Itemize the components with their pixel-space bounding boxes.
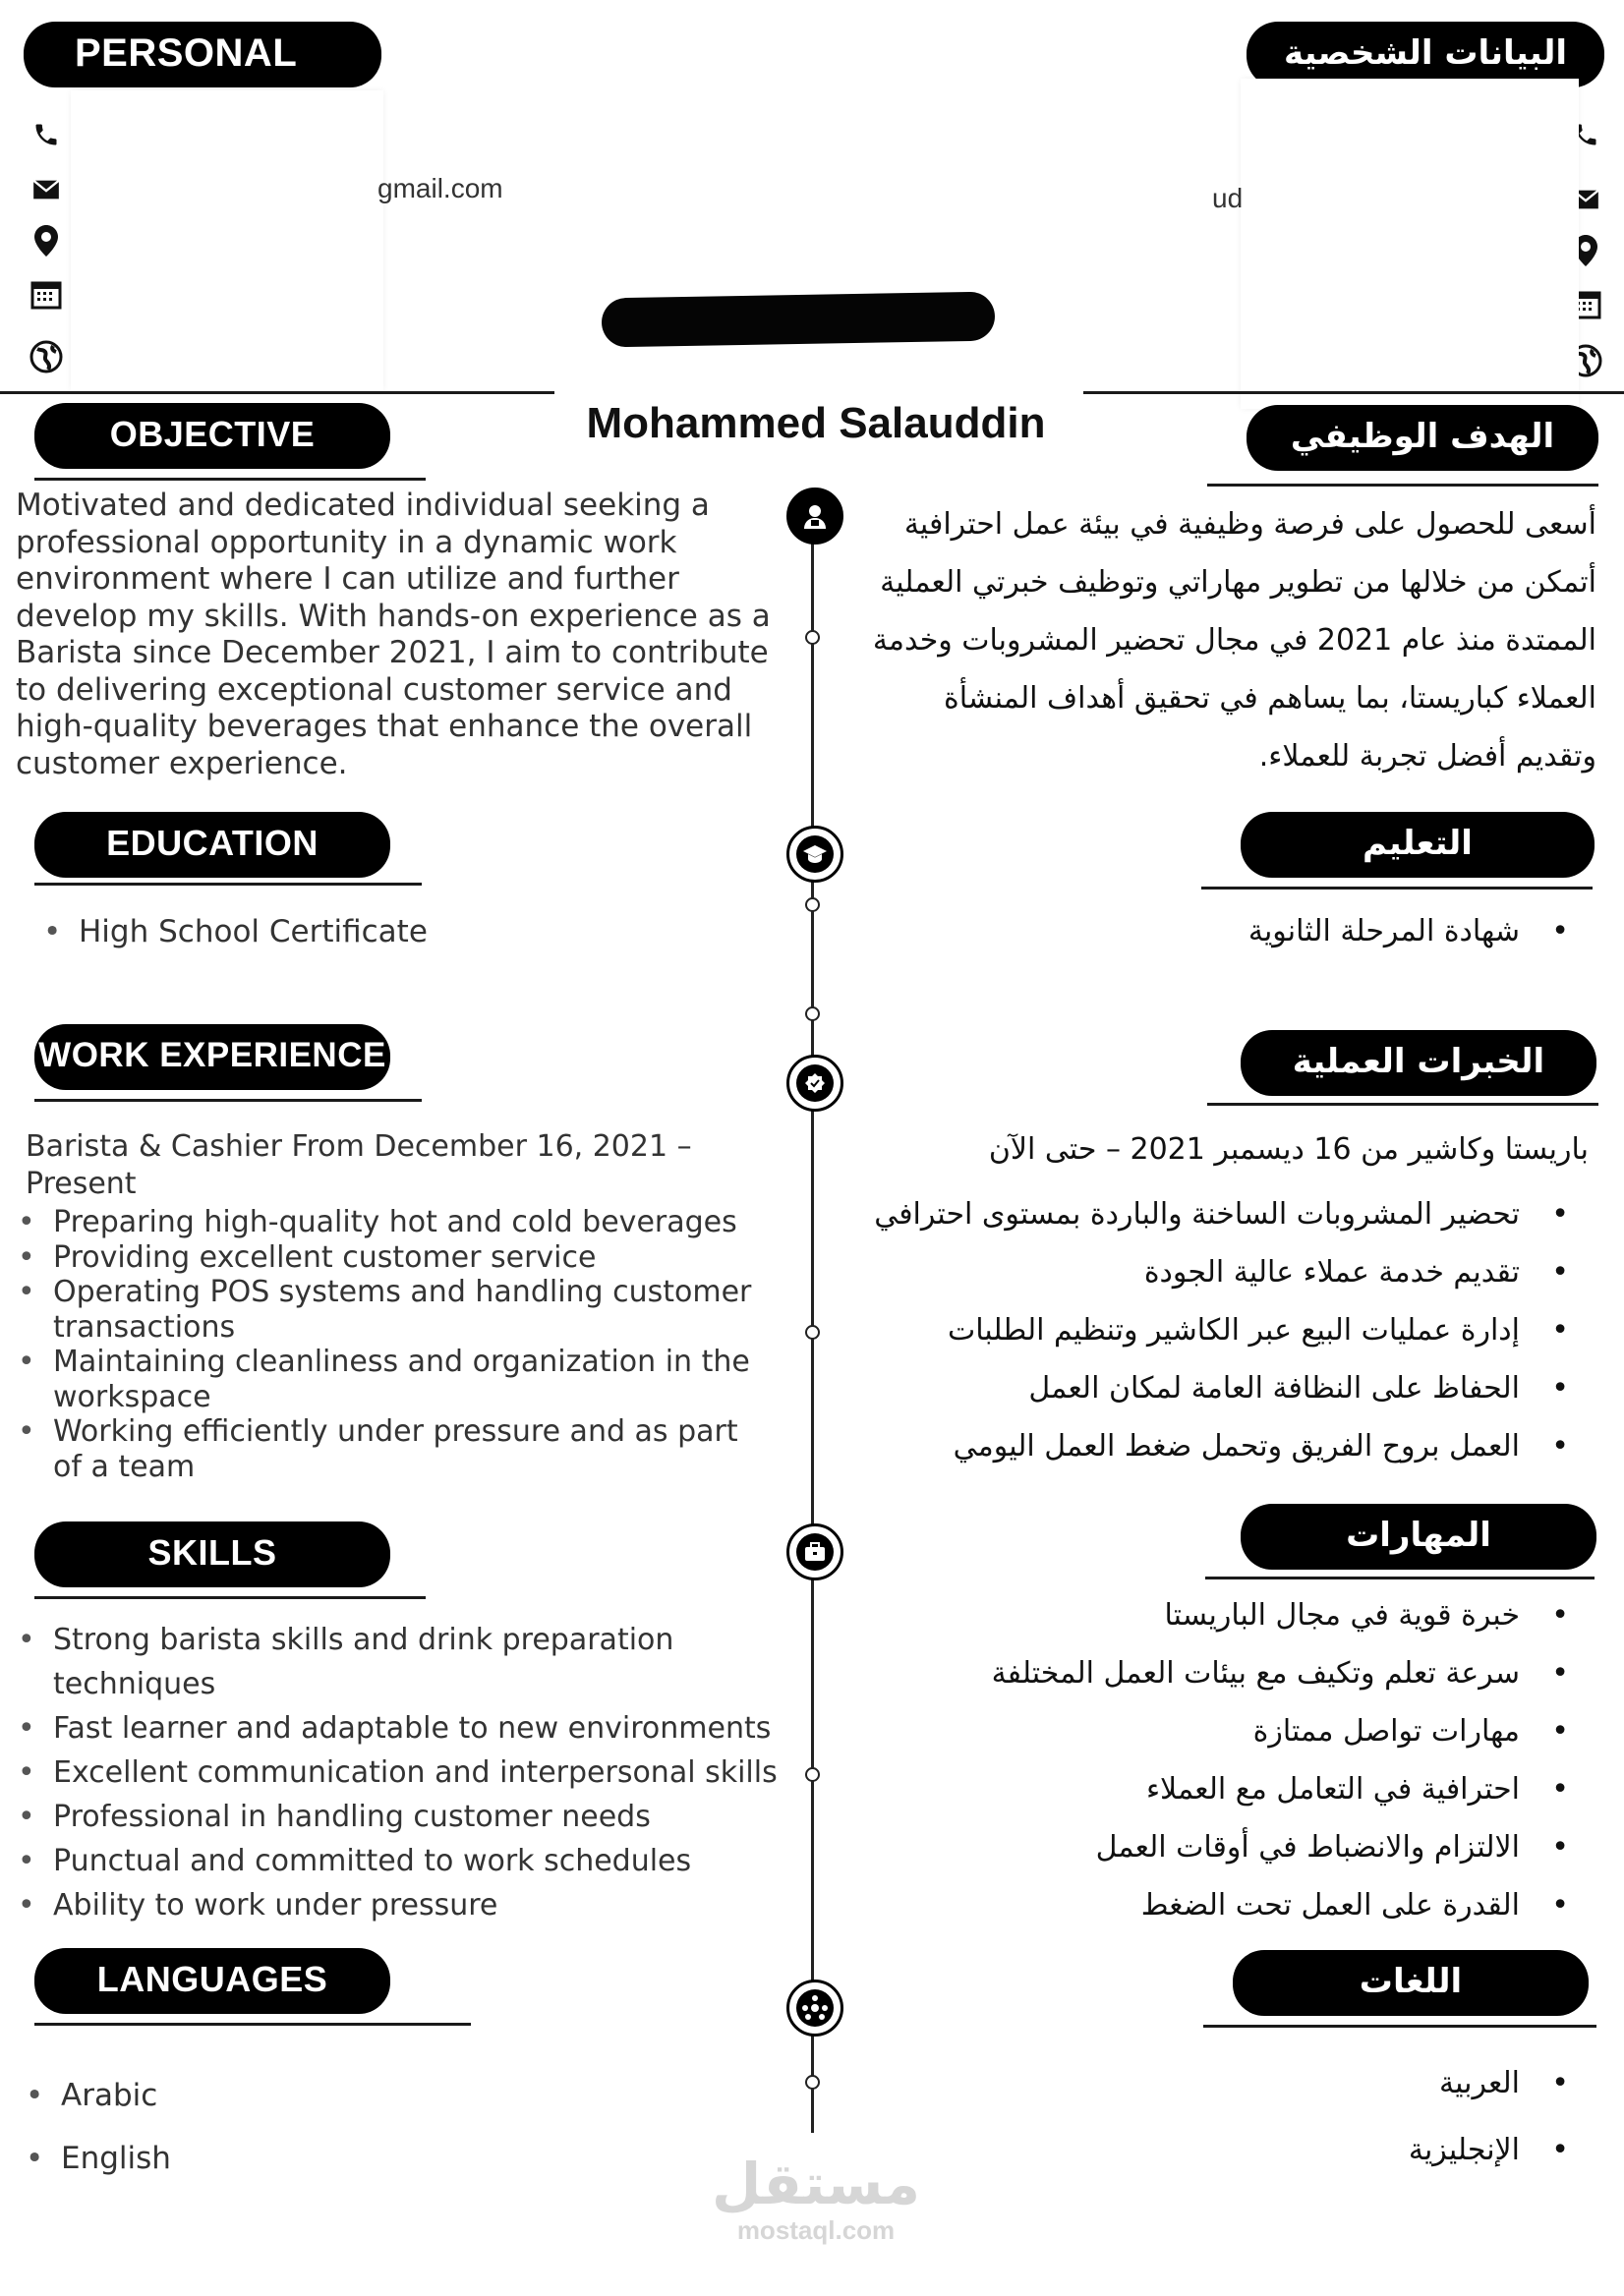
experience-rule-ar (1207, 1103, 1598, 1106)
list-item: • Strong barista skills and drink preparation techniques (16, 1618, 802, 1706)
experience-role-en: Barista & Cashier From December 16, 2021 – Present (26, 1129, 692, 1201)
list-item: • العمل بروح الفريق وتحمل ضغط العمل اليومي (688, 1417, 1573, 1475)
list-item: • احترافية في التعامل مع العملاء (688, 1760, 1573, 1818)
list-item: • Excellent communication and interpersonal skills (16, 1751, 802, 1795)
education-heading-ar: التعليم (1241, 812, 1595, 875)
education-list-en (41, 914, 729, 951)
experience-heading-en: WORK EXPERIENCE (34, 1024, 390, 1087)
location-icon (29, 224, 63, 258)
list-item: • Fast learner and adaptable to new environments (16, 1706, 802, 1751)
experience-role-ar: باريستا وكاشير من 16 ديسمبر 2021 – حتى الآن (988, 1132, 1589, 1167)
timeline-dot (805, 2075, 820, 2090)
header-rule-left (0, 391, 554, 394)
languages-rule-en (34, 2023, 471, 2026)
skills-rule-en (34, 1596, 426, 1599)
candidate-name: Mohammed Salauddin (586, 399, 1046, 447)
skills-list-ar (688, 1586, 1573, 1934)
redaction-scribble (602, 292, 996, 348)
objective-line-ar: الممتدة منذ عام 2021 في مجال تحضير المشروبات وخدمة (872, 623, 1596, 658)
objective-text-ar (810, 495, 1596, 785)
mail-icon (29, 173, 63, 206)
briefcase-icon (786, 1523, 843, 1580)
skills-heading-en: SKILLS (34, 1521, 390, 1584)
skills-list-en (16, 1618, 802, 1927)
objective-line-ar: العملاء كباريستا، بما يساهم في تحقيق أهداف المنشأة (943, 681, 1596, 716)
list-item: • مهارات تواصل ممتازة (688, 1702, 1573, 1760)
list-item: • الإنجليزية (1081, 2117, 1573, 2184)
languages-list-en (24, 2064, 417, 2190)
list-item: • Professional in handling customer needs (16, 1795, 802, 1839)
list-item: • سرعة تعلم وتكيف مع بيئات العمل المختلفة (688, 1644, 1573, 1702)
objective-line-ar: وتقديم أفضل تجربة للعملاء. (1258, 739, 1596, 774)
objective-line-ar: أتمكن من خلالها من تطوير مهاراتي وتوظيف خبرتي العملية (880, 565, 1596, 600)
list-item: • شهادة المرحلة الثانوية (885, 902, 1573, 960)
header-rule-right (1083, 391, 1624, 394)
timeline-dot (805, 897, 820, 912)
objective-rule-en (34, 478, 426, 481)
education-heading-en: EDUCATION (34, 812, 390, 875)
list-item: • Providing excellent customer service (16, 1240, 763, 1276)
watermark-logo: مستقل (711, 2151, 921, 2217)
list-item: • Punctual and committed to work schedules (16, 1839, 802, 1883)
experience-list-en (16, 1205, 763, 1484)
list-item: • إدارة عمليات البيع عبر الكاشير وتنظيم الطلبات (688, 1301, 1573, 1359)
objective-heading-en: OBJECTIVE (34, 403, 390, 466)
list-item: • Operating POS systems and handling customer transactions (16, 1275, 763, 1345)
experience-list-ar (688, 1185, 1573, 1475)
list-item: • الالتزام والانضباط في أوقات العمل (688, 1818, 1573, 1876)
network-icon (786, 1980, 843, 2037)
list-item: • Ability to work under pressure (16, 1883, 802, 1927)
education-rule-ar (1201, 887, 1593, 890)
redacted-contact-right (1241, 79, 1579, 409)
languages-rule-ar (1203, 2025, 1596, 2028)
list-item: • الحفاظ على النظافة العامة لمكان العمل (688, 1359, 1573, 1417)
phone-icon (29, 118, 63, 151)
list-item: • القدرة على العمل تحت الضغط (688, 1876, 1573, 1934)
redacted-contact-left (71, 90, 383, 391)
list-item: • English (24, 2127, 417, 2190)
list-item: • العربية (1081, 2050, 1573, 2117)
skills-heading-ar: المهارات (1241, 1504, 1596, 1567)
list-item: • تحضير المشروبات الساخنة والباردة بمستوى احترافي (688, 1185, 1573, 1243)
watermark-url: mostaql.com (736, 2215, 896, 2245)
personal-heading-en: PERSONAL (24, 22, 381, 85)
objective-rule-ar (1207, 484, 1598, 487)
education-rule-en (34, 883, 422, 886)
languages-heading-en: LANGUAGES (34, 1948, 390, 2011)
email-fragment-left: gmail.com (377, 173, 503, 203)
languages-list-ar (1081, 2050, 1573, 2184)
email-fragment-right: ud (1212, 183, 1244, 213)
objective-heading-ar: الهدف الوظيفي (1247, 405, 1598, 468)
languages-heading-ar: اللغات (1233, 1950, 1589, 2013)
experience-heading-ar: الخبرات العملية (1241, 1030, 1596, 1093)
list-item: • Working efficiently under pressure and as part of a team (16, 1414, 763, 1484)
graduation-cap-icon (786, 826, 843, 883)
badge-icon (786, 1055, 843, 1112)
list-item: • خبرة قوية في مجال الباريستا (688, 1586, 1573, 1644)
list-item: • Maintaining cleanliness and organization in the workspace (16, 1345, 763, 1414)
skills-rule-ar (1205, 1577, 1595, 1579)
objective-line-ar: أسعى للحصول على فرصة وظيفية في بيئة عمل احترافية (903, 507, 1596, 542)
timeline-dot (805, 1006, 820, 1021)
experience-rule-en (34, 1099, 422, 1102)
calendar-icon (29, 277, 63, 311)
globe-icon (29, 340, 63, 373)
list-item: • Preparing high-quality hot and cold beverages (16, 1205, 763, 1240)
objective-text-en: Motivated and dedicated individual seeking a professional opportunity in a dynamic work environment where I can utilize and further develop my skills. With hands-on experience as a Barista since December 2021, I aim to contribute to delivering exceptional customer service and high-quality beverages that enhance the overall customer experience. (16, 488, 771, 781)
personal-heading-ar: البيانات الشخصية (1247, 22, 1604, 85)
education-list-ar (885, 902, 1573, 960)
list-item: • Arabic (24, 2064, 417, 2127)
list-item: • تقديم خدمة عملاء عالية الجودة (688, 1243, 1573, 1301)
list-item: • High School Certificate (41, 914, 729, 951)
